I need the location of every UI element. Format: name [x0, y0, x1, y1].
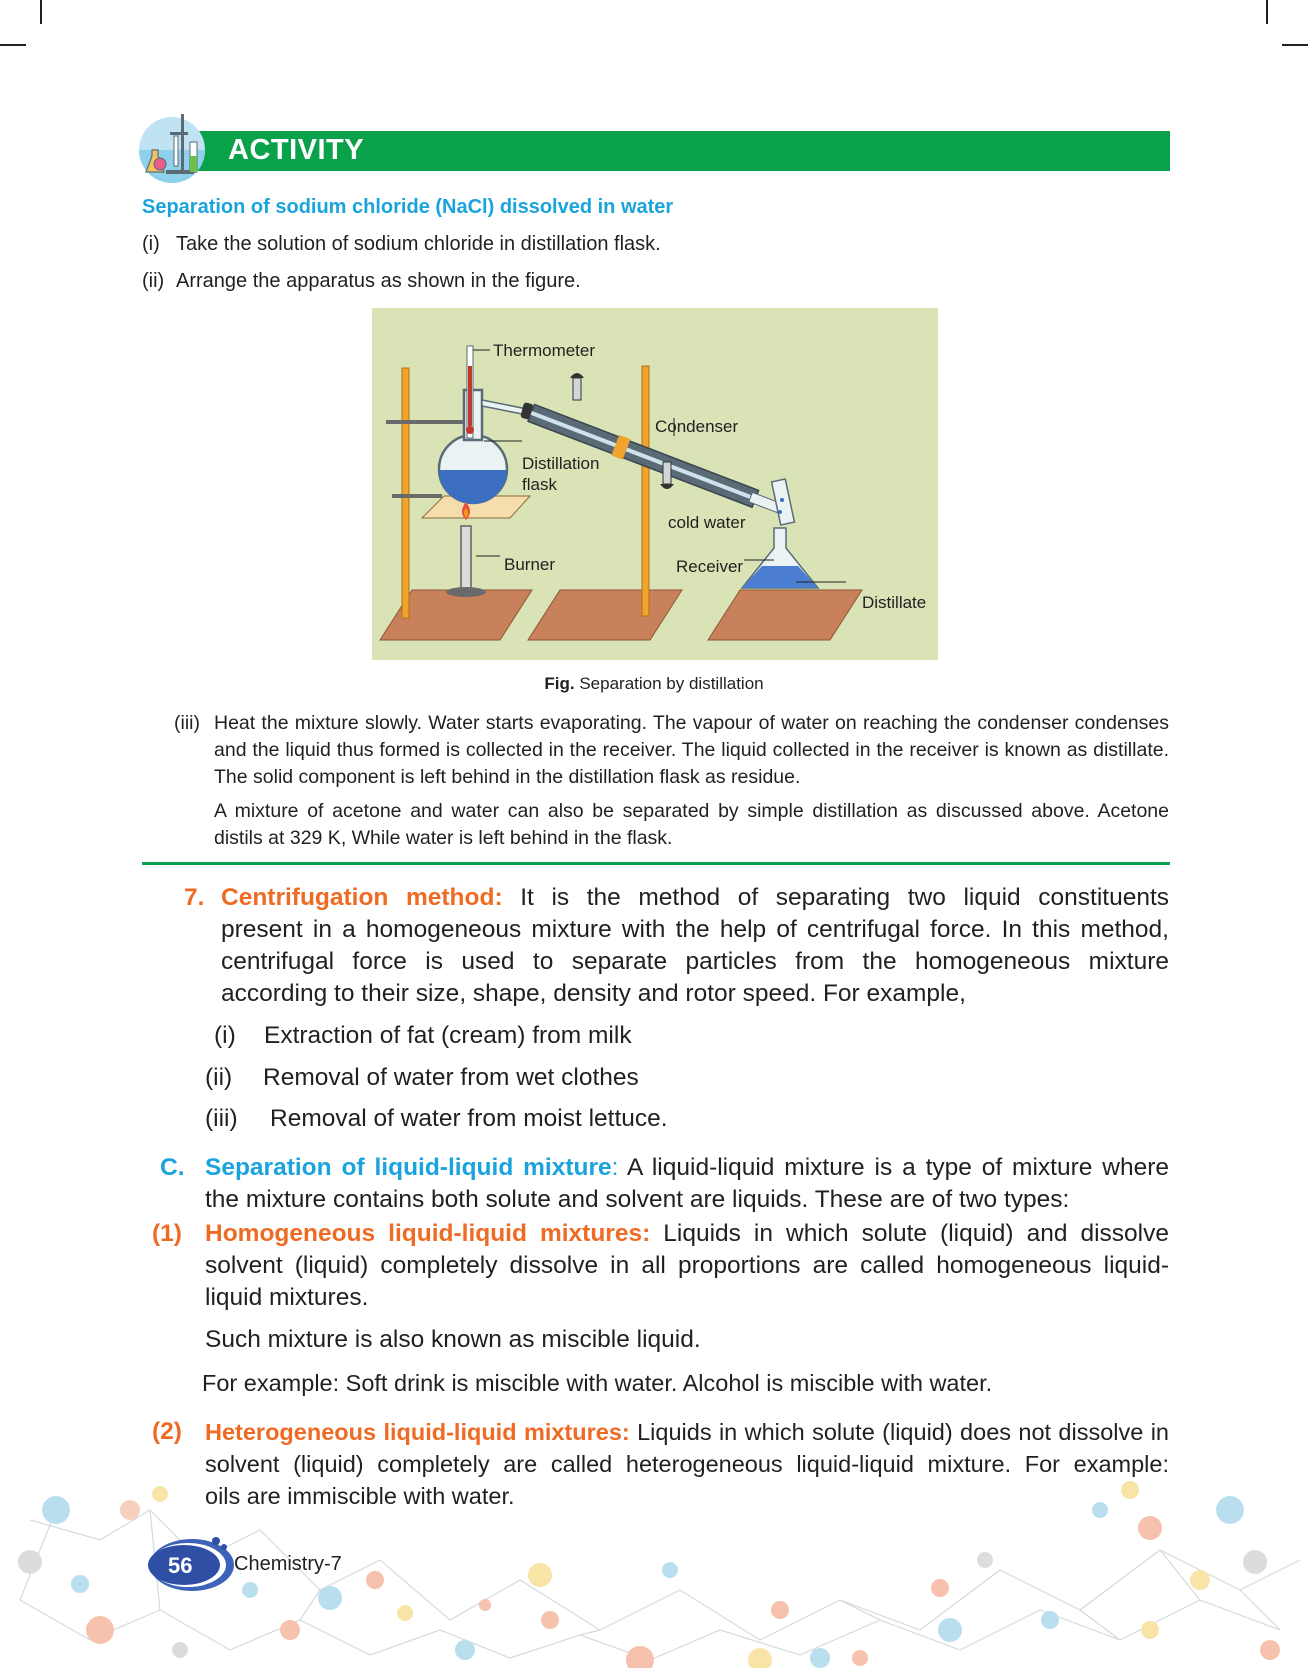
homogeneous-text-first: Liquids in which solute (liquid) and dissolve — [663, 1220, 1169, 1247]
label-distillate: Distillate — [862, 593, 927, 612]
distillation-figure — [372, 308, 938, 660]
activity-subtitle: Separation of sodium chloride (NaCl) dissolved in water — [142, 196, 674, 218]
section-c-colon: : — [611, 1154, 619, 1181]
crop-mark — [40, 0, 42, 24]
example-text: Removal of water from moist lettuce. — [270, 1105, 668, 1132]
example-number: (i) — [214, 1022, 236, 1049]
step-number: (i) — [142, 233, 160, 255]
centrifugation-line: present in a homogeneous mixture with the help of centrifugal force. In this method, — [221, 916, 1169, 943]
centrifugation-line: centrifugal force is used to separate particles from the homogeneous mixture — [221, 948, 1169, 975]
activity-title: ACTIVITY — [228, 134, 365, 166]
activity-note: A mixture of acetone and water can also be separated by simple distillation as discussed above. Acetone distils at 329 K, While water is left behind in the flask. — [214, 800, 1169, 849]
centrifugation-heading: Centrifugation method: — [221, 884, 503, 911]
centrifugation-number-label: 7. — [184, 884, 205, 911]
homogeneous-heading: Homogeneous liquid-liquid mixtures: — [205, 1220, 651, 1247]
section-divider — [142, 862, 1170, 865]
section-c-line — [205, 1152, 1169, 1184]
step-number: (iii) — [174, 712, 200, 734]
label-distillation-flask-2: flask — [522, 475, 557, 494]
homogeneous-line — [205, 1218, 1169, 1250]
centrifugation-line: according to their size, shape, density and rotor speed. For example, — [221, 980, 966, 1007]
crop-mark — [1266, 0, 1268, 24]
homogeneous-line: liquid mixtures. — [205, 1284, 369, 1311]
step-text: Arrange the apparatus as shown in the figure. — [176, 270, 581, 292]
centrifugation-line — [221, 882, 1169, 914]
step-number: (ii) — [142, 270, 165, 292]
example-number: (ii) — [205, 1064, 233, 1091]
centrifugation-text-first: It is the method of separating two liquid constituents — [520, 884, 1170, 911]
heterogeneous-line: solvent (liquid) completely are called heterogeneous liquid-liquid mixture. For example: — [205, 1451, 1169, 1477]
heterogeneous-heading: Heterogeneous liquid-liquid mixtures: — [205, 1419, 630, 1445]
heterogeneous-line: oils are immiscible with water. — [205, 1483, 515, 1509]
centrifugation-number — [184, 882, 204, 914]
example-text: Removal of water from wet clothes — [263, 1064, 639, 1091]
heterogeneous-number — [152, 1416, 182, 1448]
page-number: 56 — [168, 1553, 193, 1578]
stand-rod — [402, 368, 409, 618]
heterogeneous-number-label: (2) — [152, 1418, 182, 1445]
homogeneous-example: For example: Soft drink is miscible with water. Alcohol is miscible with water. — [202, 1370, 993, 1396]
section-c-letter — [160, 1152, 185, 1184]
crop-mark — [1282, 44, 1308, 46]
label-distillation-flask: Distillation — [522, 454, 600, 473]
homogeneous-line: solvent (liquid) completely dissolve in all proportions are called homogeneous liquid- — [205, 1252, 1169, 1279]
example-number: (iii) — [205, 1105, 238, 1132]
section-c-paragraph — [205, 1152, 1169, 1216]
centrifugation-paragraph — [221, 882, 1169, 1010]
book-title: Chemistry-7 — [234, 1553, 342, 1575]
heterogeneous-line — [205, 1416, 1169, 1448]
burner — [461, 526, 471, 592]
label-receiver: Receiver — [676, 557, 744, 576]
homogeneous-extra: Such mixture is also known as miscible liquid. — [205, 1326, 701, 1353]
crop-mark — [0, 44, 26, 46]
figure-caption-text: Separation by distillation — [579, 674, 764, 693]
label-cold-water: cold water — [668, 513, 746, 532]
heterogeneous-text-first: Liquids in which solute (liquid) does not dissolve in — [637, 1419, 1169, 1445]
homogeneous-paragraph — [205, 1218, 1169, 1314]
step-text: Heat the mixture slowly. Water starts evaporating. The vapour of water on reaching the condenser condenses and the liquid thus formed is collected in the receiver. The liquid collected in the receiver is known as distillate. The solid component is left behind in the distillation flask as residue. — [214, 712, 1169, 788]
stand-rod — [642, 366, 649, 616]
clamp — [386, 420, 476, 424]
label-condenser: Condenser — [655, 417, 739, 436]
label-thermometer: Thermometer — [493, 341, 596, 360]
figure-caption — [0, 674, 1308, 694]
homogeneous-number-label: (1) — [152, 1220, 182, 1247]
step-text: Take the solution of sodium chloride in distillation flask. — [176, 233, 661, 255]
label-burner: Burner — [504, 555, 556, 574]
section-c-letter-label: C. — [160, 1154, 185, 1181]
section-c-heading: Separation of liquid-liquid mixture — [205, 1154, 612, 1181]
clamp — [392, 494, 442, 498]
lab-apparatus-icon — [136, 112, 210, 184]
example-text: Extraction of fat (cream) from milk — [264, 1022, 632, 1049]
figure-caption-prefix: Fig. — [544, 674, 575, 693]
section-c-line: the mixture contains both solute and solvent are liquids. These are of two types: — [205, 1186, 1070, 1213]
section-c-text-first: A liquid-liquid mixture is a type of mixture where — [627, 1154, 1169, 1181]
homogeneous-number — [152, 1218, 182, 1250]
